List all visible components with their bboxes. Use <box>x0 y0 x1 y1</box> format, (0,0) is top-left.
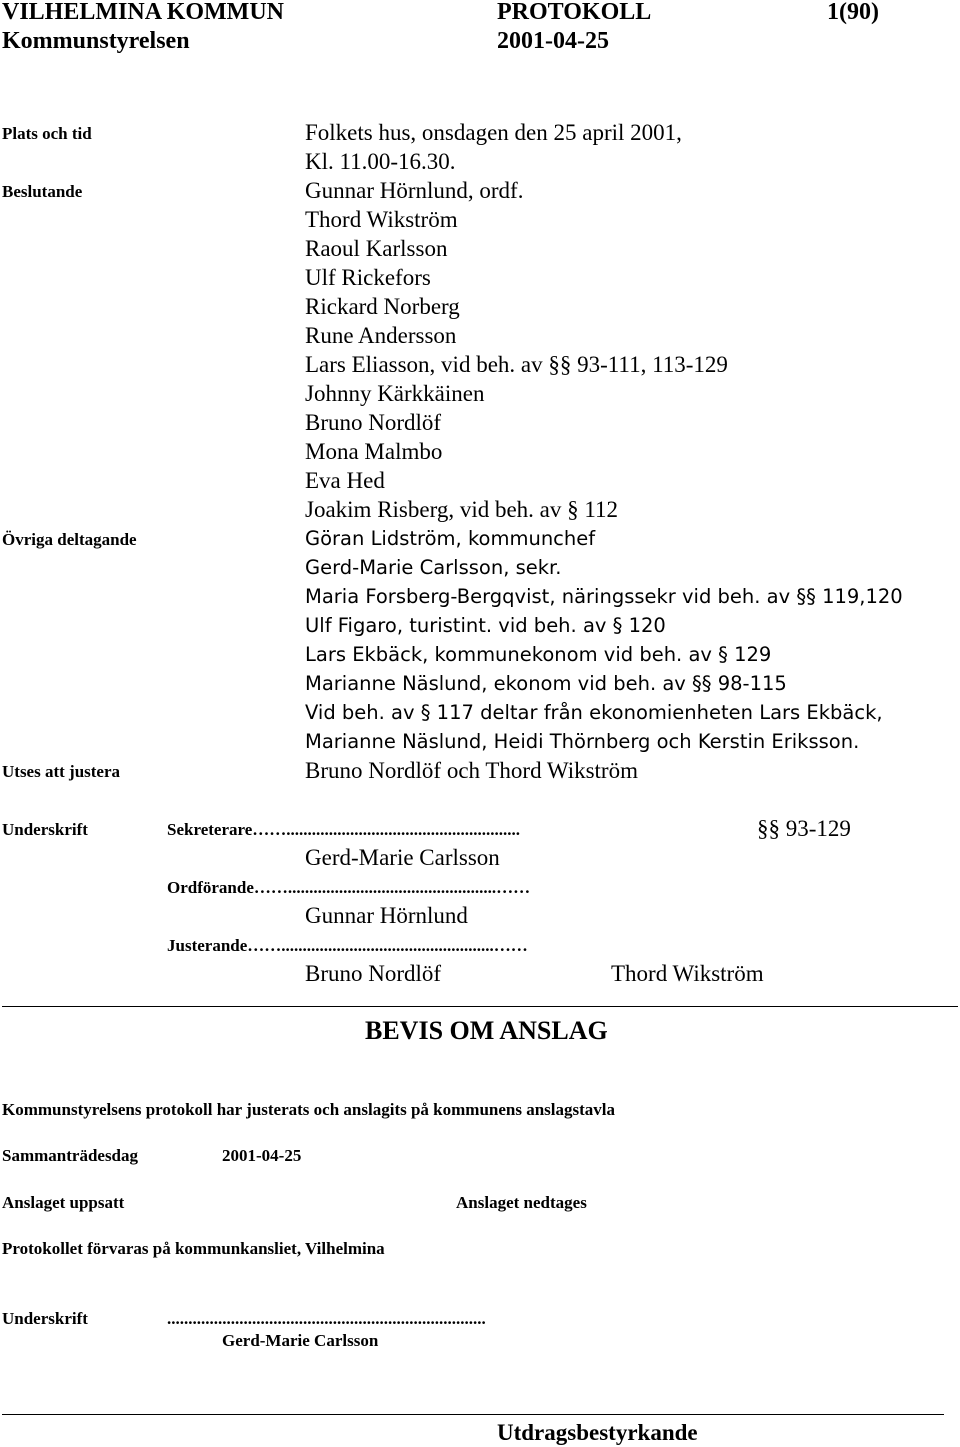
utdragsbestyrkande-title: Utdragsbestyrkande <box>497 1420 698 1445</box>
beslutande-item: Mona Malmbo <box>305 439 443 464</box>
bevis-signer-name: Gerd-Marie Carlsson <box>222 1331 379 1350</box>
org-name: VILHELMINA KOMMUN <box>2 0 284 25</box>
beslutande-item: Raoul Karlsson <box>305 236 448 261</box>
anslaget-nedtages-label: Anslaget nedtages <box>456 1193 587 1212</box>
bevis-statement: Kommunstyrelsens protokoll har justerats och anslagits på kommunens anslagstavla <box>2 1100 616 1119</box>
ordforande-signature-line: Ordförande…….................................................…… <box>167 878 531 897</box>
sammantradesdag-value: 2001-04-25 <box>222 1146 302 1165</box>
ovriga-item: Marianne Näslund, Heidi Thörnberg och Kerstin Eriksson. <box>305 730 860 753</box>
beslutande-item: Bruno Nordlöf <box>305 410 442 435</box>
ovriga-item: Gerd-Marie Carlsson, sekr. <box>305 556 562 579</box>
underskrift-label: Underskrift <box>2 820 88 839</box>
beslutande-item: Gunnar Hörnlund, ordf. <box>305 178 524 203</box>
ovriga-item: Maria Forsberg-Bergqvist, näringssekr vid beh. av §§ 119,120 <box>305 585 903 608</box>
bevis-underskrift-label: Underskrift <box>2 1309 88 1328</box>
sammantradesdag-label: Sammanträdesdag <box>2 1146 139 1165</box>
footer-divider <box>2 1414 944 1415</box>
ovriga-item: Lars Ekbäck, kommunekonom vid beh. av § 129 <box>305 643 772 666</box>
label-utses-att-justera: Utses att justera <box>2 762 121 781</box>
label-ovriga-deltagande: Övriga deltagande <box>2 530 137 549</box>
doc-type: PROTOKOLL <box>497 0 652 25</box>
plats-line: Folkets hus, onsdagen den 25 april 2001, <box>305 120 682 145</box>
sekreterare-paragraphs: §§ 93-129 <box>757 816 851 841</box>
beslutande-item: Thord Wikström <box>305 207 458 232</box>
beslutande-item: Rune Andersson <box>305 323 457 348</box>
meeting-date: 2001-04-25 <box>497 28 609 54</box>
beslutande-item: Rickard Norberg <box>305 294 460 319</box>
beslutande-item: Joakim Risberg, vid beh. av § 112 <box>305 497 619 522</box>
ovriga-item: Göran Lidström, kommunchef <box>305 527 596 550</box>
justerande-name-1: Bruno Nordlöf <box>305 961 442 986</box>
beslutande-item: Ulf Rickefors <box>305 265 431 290</box>
beslutande-item: Johnny Kärkkäinen <box>305 381 485 406</box>
ordforande-name: Gunnar Hörnlund <box>305 903 468 928</box>
page-number: 1(90) <box>827 0 879 25</box>
committee-name: Kommunstyrelsen <box>2 28 190 54</box>
ovriga-item: Vid beh. av § 117 deltar från ekonomienheten Lars Ekbäck, <box>305 701 883 724</box>
bevis-title: BEVIS OM ANSLAG <box>365 1016 608 1045</box>
utses-value: Bruno Nordlöf och Thord Wikström <box>305 758 638 783</box>
ovriga-item: Ulf Figaro, turistint. vid beh. av § 120 <box>305 614 666 637</box>
ovriga-item: Marianne Näslund, ekonom vid beh. av §§ 98-115 <box>305 672 787 695</box>
label-plats-och-tid: Plats och tid <box>2 124 92 143</box>
beslutande-item: Lars Eliasson, vid beh. av §§ 93-111, 113-129 <box>305 352 728 377</box>
forvaras-statement: Protokollet förvaras på kommunkansliet, Vilhelmina <box>2 1239 385 1258</box>
justerande-signature-line: Justerande……..................................................…… <box>167 936 528 955</box>
ovriga-list <box>305 524 903 756</box>
label-beslutande: Beslutande <box>2 182 83 201</box>
sekreterare-signature-line: Sekreterare……....................................................... <box>167 820 521 839</box>
tid-line: Kl. 11.00-16.30. <box>305 149 456 174</box>
section-divider <box>2 1006 958 1007</box>
bevis-signature-line: ........................................................................... <box>167 1309 486 1328</box>
beslutande-item: Eva Hed <box>305 468 385 493</box>
plats-och-tid <box>305 118 682 176</box>
justerande-name-2: Thord Wikström <box>611 961 764 986</box>
anslaget-uppsatt-label: Anslaget uppsatt <box>2 1193 125 1212</box>
beslutande-list <box>305 176 728 524</box>
sekreterare-name: Gerd-Marie Carlsson <box>305 845 500 870</box>
